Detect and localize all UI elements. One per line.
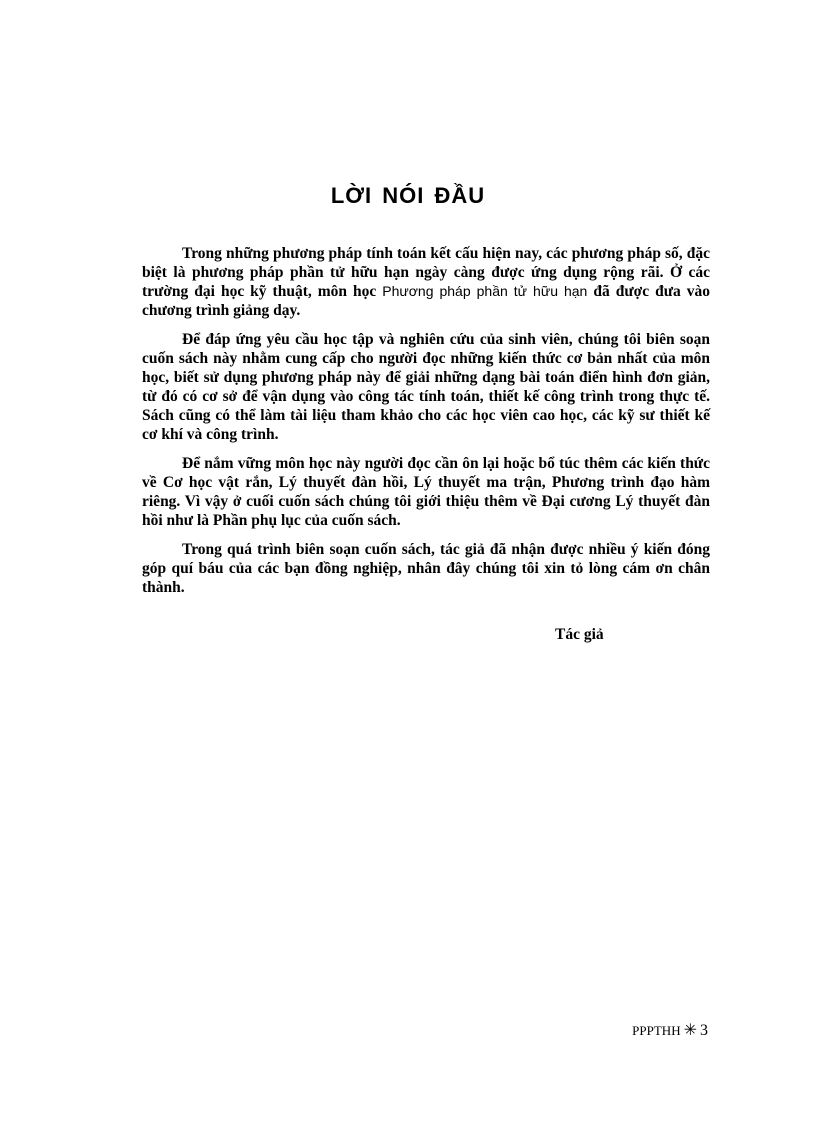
paragraph-2: Để đáp ứng yêu cầu học tập và nghiên cứu của sinh viên, chúng tôi biên soạn cuốn sách này nhằm cung cấp cho người đọc những kiến thức cơ bản nhất của môn học, biết sử dụng phương pháp này để giải những dạng bài toán điển hình đơn giản, từ đó có cơ sở để vận dụng vào công tác tính toán, thiết kế công trình trong thực tế. Sách cũng có thể làm tài liệu tham khảo cho các học viên cao học, các kỹ sư thiết kế cơ khí và công trình.	[142, 331, 710, 443]
paragraph-3: Để nắm vững môn học này người đọc cần ôn lại hoặc bổ túc thêm các kiến thức về Cơ học vật rắn, Lý thuyết đàn hồi, Lý thuyết ma trận, Phương trình đạo hàm riêng. Vì vậy ở cuối cuốn sách chúng tôi giới thiệu thêm về Đại cương Lý thuyết đàn hồi như là Phần phụ lục của cuốn sách.	[142, 455, 710, 529]
paragraph-4: Trong quá trình biên soạn cuốn sách, tác giả đã nhận được nhiều ý kiến đóng góp quí báu của các bạn đồng nghiệp, nhân đây chúng tôi xin tỏ lòng cám ơn chân thành.	[142, 541, 710, 596]
paragraph-1-after: đã được đưa vào chương trình giảng dạy.	[142, 283, 710, 319]
page-number: 3	[700, 1022, 708, 1039]
course-name-emphasis: Phương pháp phần tử hữu hạn	[382, 283, 588, 299]
paragraph-1	[142, 244, 710, 320]
page-title: LỜI NÓI ĐẦU	[330, 183, 486, 208]
author-signature: Tác giả	[555, 626, 604, 643]
page-footer	[632, 1020, 708, 1040]
paragraph-1-before: Trong những phương pháp tính toán kết cấu hiện nay, các phương pháp số, đặc biệt là phương pháp phần tử hữu hạn ngày càng được ứng dụng rộng rãi. Ở các trường đại học kỹ thuật, môn học	[142, 245, 710, 300]
preface-body	[142, 244, 710, 607]
asterisk-star-icon: ✳	[683, 1020, 697, 1039]
footer-label: PPPTHH	[632, 1023, 681, 1038]
